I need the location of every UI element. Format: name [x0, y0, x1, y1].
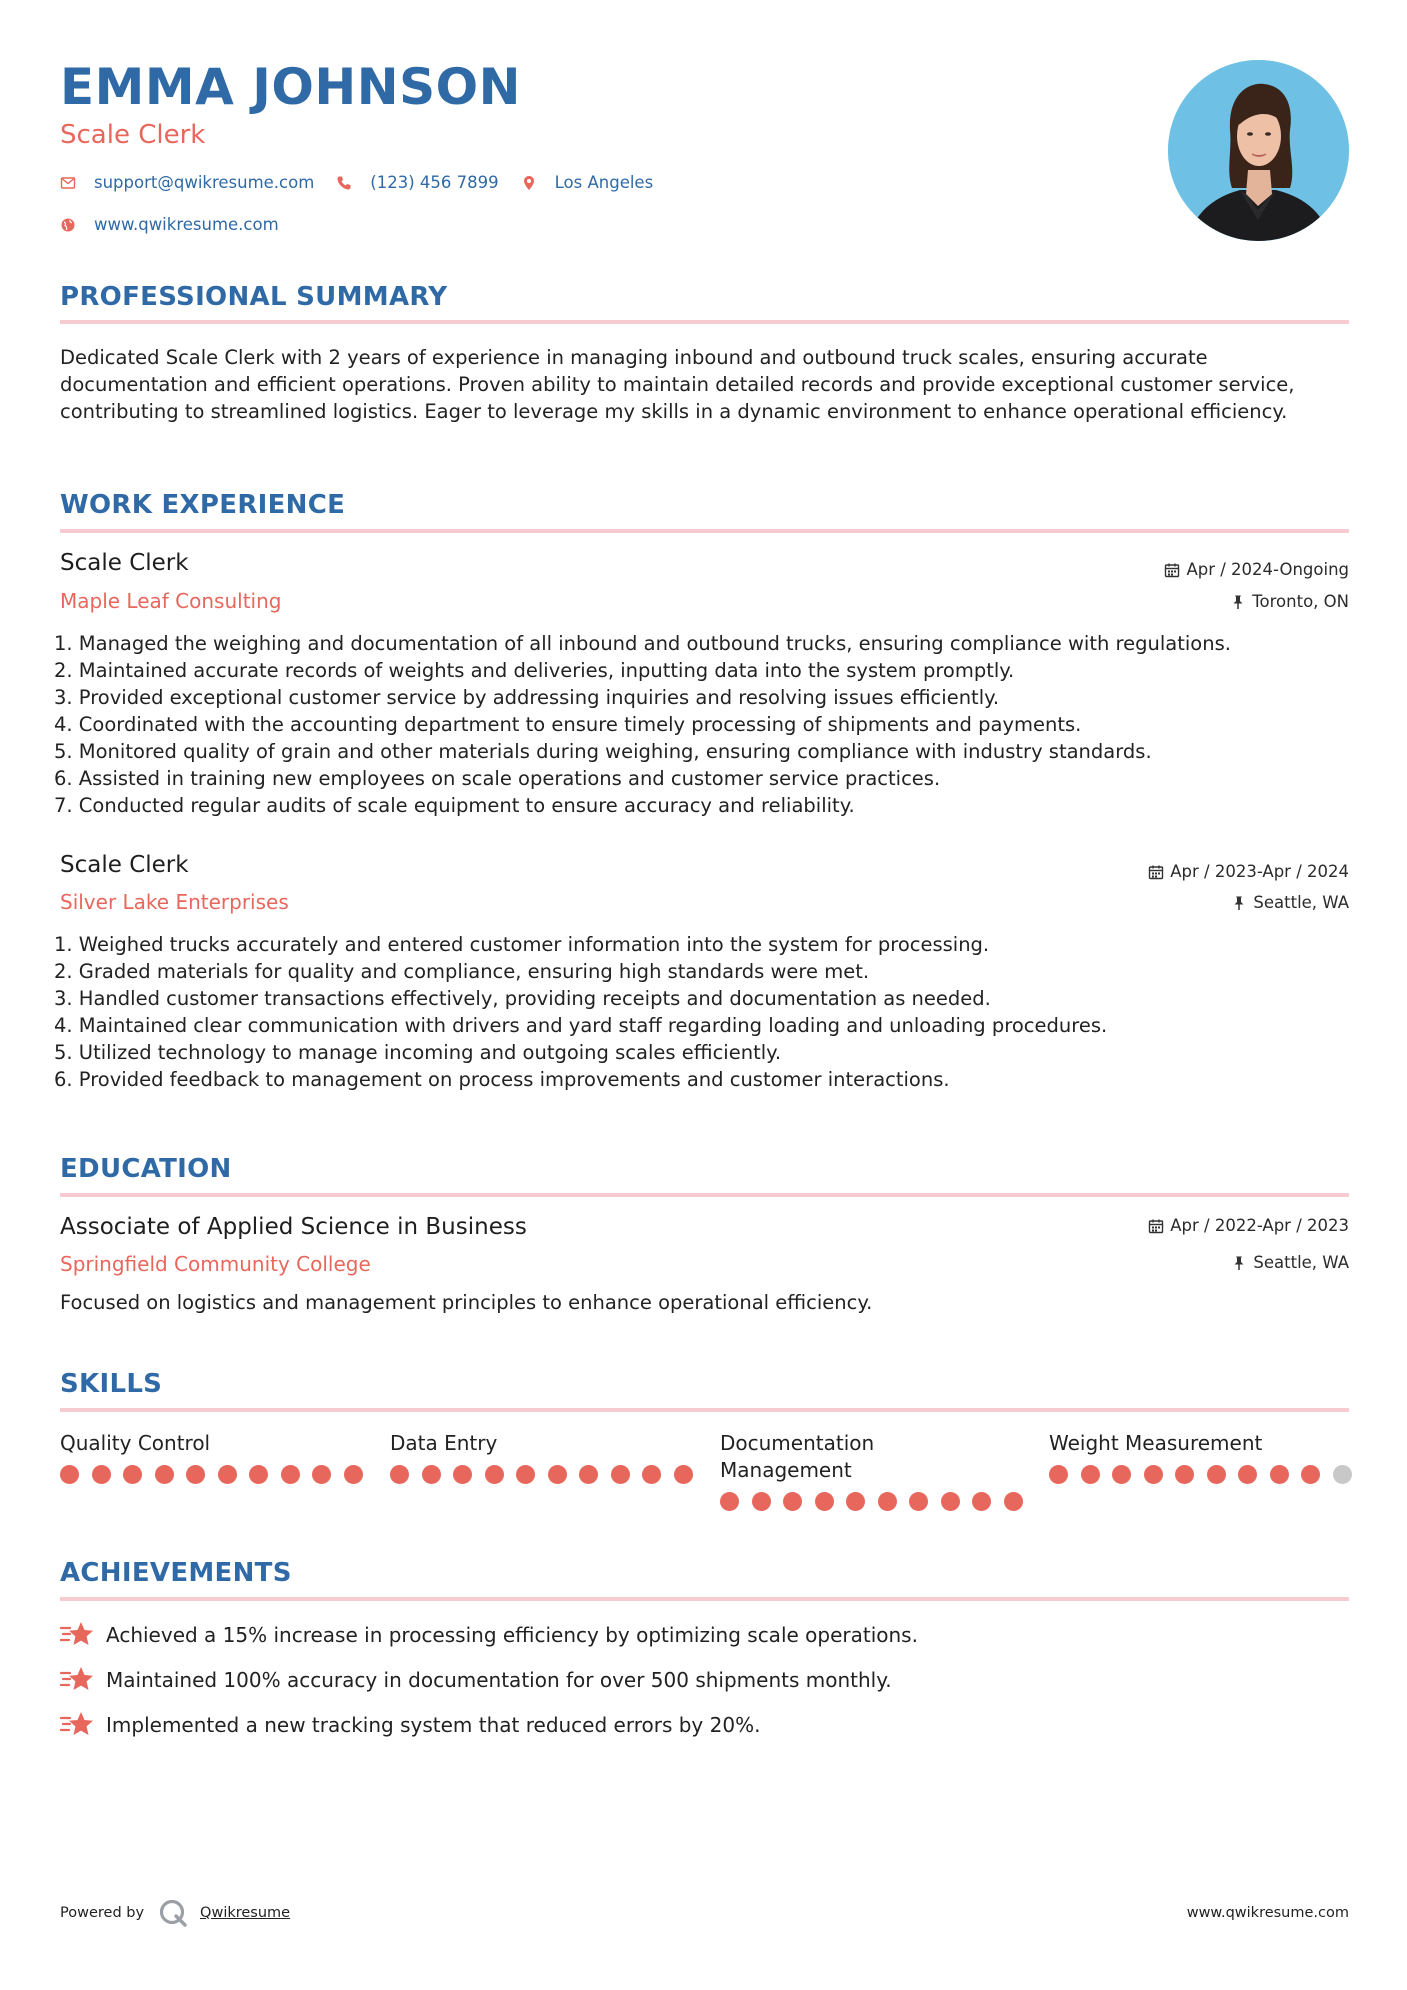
rating-dot-empty: [1333, 1465, 1352, 1484]
section-title-summary: PROFESSIONAL SUMMARY: [60, 282, 448, 312]
rating-dot-filled: [1270, 1465, 1289, 1484]
list-item: 5. Utilized technology to manage incoming and outgoing scales efficiently.: [54, 1041, 782, 1064]
rating-dot-filled: [344, 1465, 363, 1484]
calendar-icon: [1148, 864, 1164, 880]
achievement-text: Achieved a 15% increase in processing efficiency by optimizing scale operations.: [106, 1623, 918, 1647]
skill-item: [1049, 1430, 1349, 1484]
section-divider: [60, 529, 1349, 533]
rating-dot-filled: [1238, 1465, 1257, 1484]
rating-dot-filled: [218, 1465, 237, 1484]
list-item: 2. Graded materials for quality and compliance, ensuring high standards were met.: [54, 960, 870, 983]
phone-icon: [336, 175, 352, 191]
skill-name: Weight Measurement: [1049, 1431, 1263, 1455]
list-item: 5. Monitored quality of grain and other materials during weighing, ensuring compliance with industry standards.: [54, 740, 1152, 763]
achievement-text: Implemented a new tracking system that reduced errors by 20%.: [106, 1713, 761, 1737]
rating-dot-filled: [642, 1465, 661, 1484]
globe-icon: [60, 217, 76, 233]
contact-website[interactable]: [60, 215, 279, 234]
job-dates-text: Apr / 2023-Apr / 2024: [1170, 862, 1349, 881]
skill-rating: [720, 1492, 920, 1511]
contact-location: [521, 173, 654, 192]
job-location-text: Seattle, WA: [1253, 893, 1349, 912]
rating-dot-filled: [1004, 1492, 1023, 1511]
achievement-item: [60, 1710, 760, 1740]
skill-item: [390, 1430, 690, 1484]
candidate-role: Scale Clerk: [60, 120, 206, 150]
list-item: 6. Assisted in training new employees on scale operations and customer service practices.: [54, 767, 941, 790]
avatar-icon: [1168, 60, 1349, 241]
rating-dot-filled: [909, 1492, 928, 1511]
list-item: 3. Handled customer transactions effectively, providing receipts and documentation as needed.: [54, 987, 991, 1010]
contact-row: [60, 173, 675, 192]
education-school: Springfield Community College: [60, 1252, 371, 1276]
rating-dot-filled: [1112, 1465, 1131, 1484]
skill-item: [60, 1430, 360, 1484]
contact-location-text: Los Angeles: [554, 173, 654, 192]
rating-dot-filled: [1144, 1465, 1163, 1484]
achievement-text: Maintained 100% accuracy in documentation for over 500 shipments monthly.: [106, 1668, 892, 1692]
rating-dot-filled: [1175, 1465, 1194, 1484]
section-title-education: EDUCATION: [60, 1154, 232, 1184]
list-item: 1. Weighed trucks accurately and entered customer information into the system for processing.: [54, 933, 990, 956]
pushpin-icon: [1230, 594, 1246, 610]
rating-dot-filled: [92, 1465, 111, 1484]
section-divider: [60, 1193, 1349, 1197]
list-item: 2. Maintained accurate records of weights and deliveries, inputting data into the system promptly.: [54, 659, 1015, 682]
footer-powered-by: [60, 1898, 290, 1928]
qwikresume-logo-icon: [158, 1898, 188, 1928]
rating-dot-filled: [1207, 1465, 1226, 1484]
skill-item: [720, 1430, 920, 1511]
list-item: 4. Maintained clear communication with drivers and yard staff regarding loading and unloading procedures.: [54, 1014, 1108, 1037]
rating-dot-filled: [972, 1492, 991, 1511]
profile-photo: [1168, 60, 1349, 241]
shooting-star-icon: [60, 1710, 94, 1740]
rating-dot-filled: [422, 1465, 441, 1484]
rating-dot-filled: [485, 1465, 504, 1484]
rating-dot-filled: [281, 1465, 300, 1484]
job-location: [1230, 592, 1349, 611]
rating-dot-filled: [941, 1492, 960, 1511]
qwikresume-link[interactable]: Qwikresume: [200, 1905, 291, 1921]
rating-dot-filled: [783, 1492, 802, 1511]
section-divider: [60, 320, 1349, 324]
job-company: Silver Lake Enterprises: [60, 890, 289, 914]
job-dates: [1148, 862, 1349, 881]
envelope-icon: [60, 175, 76, 191]
skill-rating: [60, 1465, 360, 1484]
job-dates: [1164, 560, 1349, 579]
section-title-achievements: ACHIEVEMENTS: [60, 1558, 292, 1588]
job-bullets: [54, 630, 1354, 819]
footer-website[interactable]: www.qwikresume.com: [1186, 1905, 1349, 1921]
contact-website-text: www.qwikresume.com: [94, 215, 279, 234]
list-item: 3. Provided exceptional customer service by addressing inquiries and resolving issues efficiently.: [54, 686, 1000, 709]
rating-dot-filled: [1049, 1465, 1068, 1484]
job-location-text: Toronto, ON: [1252, 592, 1349, 611]
contact-email-text: support@qwikresume.com: [94, 173, 315, 192]
calendar-icon: [1148, 1218, 1164, 1234]
section-title-experience: WORK EXPERIENCE: [60, 490, 346, 520]
rating-dot-filled: [390, 1465, 409, 1484]
list-item: 1. Managed the weighing and documentation of all inbound and outbound trucks, ensuring compliance with regulations.: [54, 632, 1231, 655]
job-title: Scale Clerk: [60, 852, 189, 878]
rating-dot-filled: [516, 1465, 535, 1484]
education-degree: Associate of Applied Science in Business: [60, 1214, 527, 1240]
section-title-skills: SKILLS: [60, 1369, 163, 1399]
rating-dot-filled: [752, 1492, 771, 1511]
education-location-text: Seattle, WA: [1253, 1253, 1349, 1272]
education-dates-text: Apr / 2022-Apr / 2023: [1170, 1216, 1349, 1235]
rating-dot-filled: [1081, 1465, 1100, 1484]
contact-row-website: [60, 215, 301, 234]
contact-email[interactable]: [60, 173, 314, 192]
job-location: [1231, 893, 1349, 912]
rating-dot-filled: [249, 1465, 268, 1484]
job-bullets: [54, 931, 1354, 1093]
rating-dot-filled: [548, 1465, 567, 1484]
rating-dot-filled: [878, 1492, 897, 1511]
list-item: 7. Conducted regular audits of scale equipment to ensure accuracy and reliability.: [54, 794, 855, 817]
rating-dot-filled: [720, 1492, 739, 1511]
rating-dot-filled: [674, 1465, 693, 1484]
job-company: Maple Leaf Consulting: [60, 589, 282, 613]
skill-name: Quality Control: [60, 1431, 211, 1455]
job-title: Scale Clerk: [60, 550, 189, 576]
calendar-icon: [1164, 562, 1180, 578]
pushpin-icon: [1231, 895, 1247, 911]
rating-dot-filled: [123, 1465, 142, 1484]
list-item: 6. Provided feedback to management on process improvements and customer interactions.: [54, 1068, 950, 1091]
contact-phone[interactable]: [336, 173, 498, 192]
skill-name: Documentation Management: [720, 1431, 875, 1482]
rating-dot-filled: [453, 1465, 472, 1484]
powered-by-text: Powered by: [60, 1905, 145, 1921]
skill-name: Data Entry: [390, 1431, 498, 1455]
shooting-star-icon: [60, 1665, 94, 1695]
achievement-item: [60, 1665, 892, 1695]
contact-phone-text: (123) 456 7899: [370, 173, 499, 192]
rating-dot-filled: [611, 1465, 630, 1484]
education-location: [1231, 1253, 1349, 1272]
shooting-star-icon: [60, 1620, 94, 1650]
rating-dot-filled: [815, 1492, 834, 1511]
pushpin-icon: [1231, 1255, 1247, 1271]
education-description: Focused on logistics and management principles to enhance operational efficiency.: [60, 1291, 873, 1314]
rating-dot-filled: [579, 1465, 598, 1484]
rating-dot-filled: [846, 1492, 865, 1511]
rating-dot-filled: [1301, 1465, 1320, 1484]
skill-rating: [390, 1465, 690, 1484]
rating-dot-filled: [312, 1465, 331, 1484]
candidate-name: EMMA JOHNSON: [60, 58, 521, 116]
list-item: 4. Coordinated with the accounting department to ensure timely processing of shipments and payments.: [54, 713, 1082, 736]
education-dates: [1148, 1216, 1349, 1235]
section-divider: [60, 1408, 1349, 1412]
job-dates-text: Apr / 2024-Ongoing: [1186, 560, 1349, 579]
rating-dot-filled: [155, 1465, 174, 1484]
achievement-item: [60, 1620, 918, 1650]
rating-dot-filled: [186, 1465, 205, 1484]
map-pin-icon: [521, 175, 537, 191]
summary-text: Dedicated Scale Clerk with 2 years of experience in managing inbound and outbound truck scales, ensuring accurate documentation and efficient operations. Proven ability to maintain detailed records and provide exceptional customer service, contributing to streamlined logistics. Eager to leverage my skills in a dynamic environment to enhance operational efficiency.: [60, 346, 1295, 423]
skill-rating: [1049, 1465, 1349, 1484]
section-divider: [60, 1597, 1349, 1601]
rating-dot-filled: [60, 1465, 79, 1484]
